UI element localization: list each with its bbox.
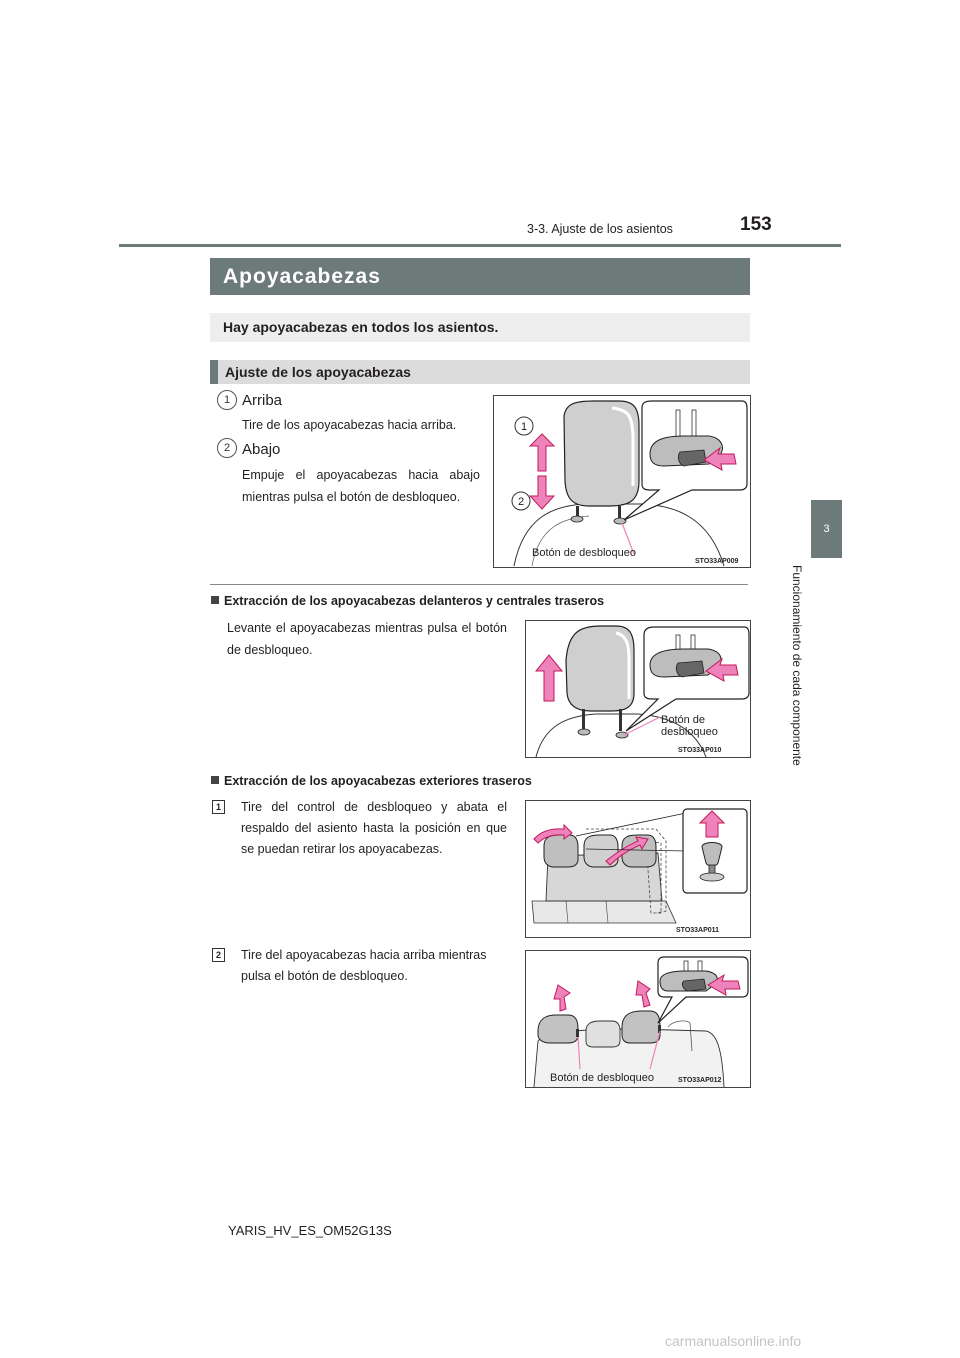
headrest-adjust-illustration xyxy=(494,396,750,567)
figure-number: 1 xyxy=(520,421,528,433)
chapter-title: Funcionamiento de cada componente xyxy=(790,565,804,766)
removal-outer-step-text: Tire del apoyacabezas hacia arriba mientras pulsa el botón de desbloqueo. xyxy=(241,948,487,983)
seatback-fold-illustration xyxy=(526,801,750,937)
step-text: Tire de los apoyacabezas hacia arriba. xyxy=(242,418,457,432)
release-button-callout: Botón de desbloqueo xyxy=(550,1072,654,1084)
document-code: YARIS_HV_ES_OM52G13S xyxy=(228,1223,392,1238)
release-button-callout: Botón de desbloqueo xyxy=(532,547,636,559)
section-title: Apoyacabezas xyxy=(210,258,750,295)
subheading-outer xyxy=(211,774,532,788)
watermark: carmanualsonline.info xyxy=(665,1333,802,1349)
square-bullet-icon xyxy=(211,776,219,784)
release-button-callout: desbloqueo xyxy=(661,726,718,738)
figure-code: STO33AP010 xyxy=(678,747,722,754)
removal-front-text: Levante el apoyacabezas mientras pulsa el botón de desbloqueo. xyxy=(227,621,507,657)
figure-number: 2 xyxy=(517,496,525,508)
figure-code: STO33AP011 xyxy=(676,927,720,934)
release-button-callout: Botón de xyxy=(661,714,706,726)
figure-outer-removal xyxy=(525,950,751,1088)
subheading-front xyxy=(211,594,604,608)
figure-code: STO33AP012 xyxy=(678,1077,722,1084)
figure-code: STO33AP009 xyxy=(695,558,739,565)
header-rule xyxy=(119,244,841,247)
step-number: 1 xyxy=(217,390,237,410)
square-bullet-icon xyxy=(211,596,219,604)
removal-outer-step-text: Tire del control de desbloqueo y abata el respaldo del asiento hasta la posición en que se puedan retirar los apoyacabezas. xyxy=(241,800,507,856)
step-number: 2 xyxy=(217,438,237,458)
intro-text: Hay apoyacabezas en todos los asientos. xyxy=(210,313,750,342)
subsection-title: Ajuste de los apoyacabezas xyxy=(210,360,750,384)
front-removal-illustration xyxy=(526,621,750,757)
step-number-box: 2 xyxy=(212,948,225,962)
subheading-text: Extracción de los apoyacabezas delanteros y centrales traseros xyxy=(224,594,605,608)
page-number: 153 xyxy=(740,214,772,235)
step-number-box: 1 xyxy=(212,800,225,814)
step-label: Arriba xyxy=(242,392,283,409)
figure-headrest-adjust xyxy=(493,395,751,568)
subheading-text: Extracción de los apoyacabezas exteriores traseros xyxy=(224,774,532,788)
section-divider xyxy=(210,584,748,585)
step-label: Abajo xyxy=(242,441,281,458)
chapter-tab: 3 xyxy=(811,500,842,558)
running-head: 3-3. Ajuste de los asientos xyxy=(527,222,673,236)
figure-front-removal xyxy=(525,620,751,758)
figure-seatback-fold xyxy=(525,800,751,938)
outer-removal-illustration xyxy=(526,951,750,1087)
step-text: Empuje el apoyacabezas hacia abajo mientras pulsa el botón de desbloqueo. xyxy=(242,468,480,504)
